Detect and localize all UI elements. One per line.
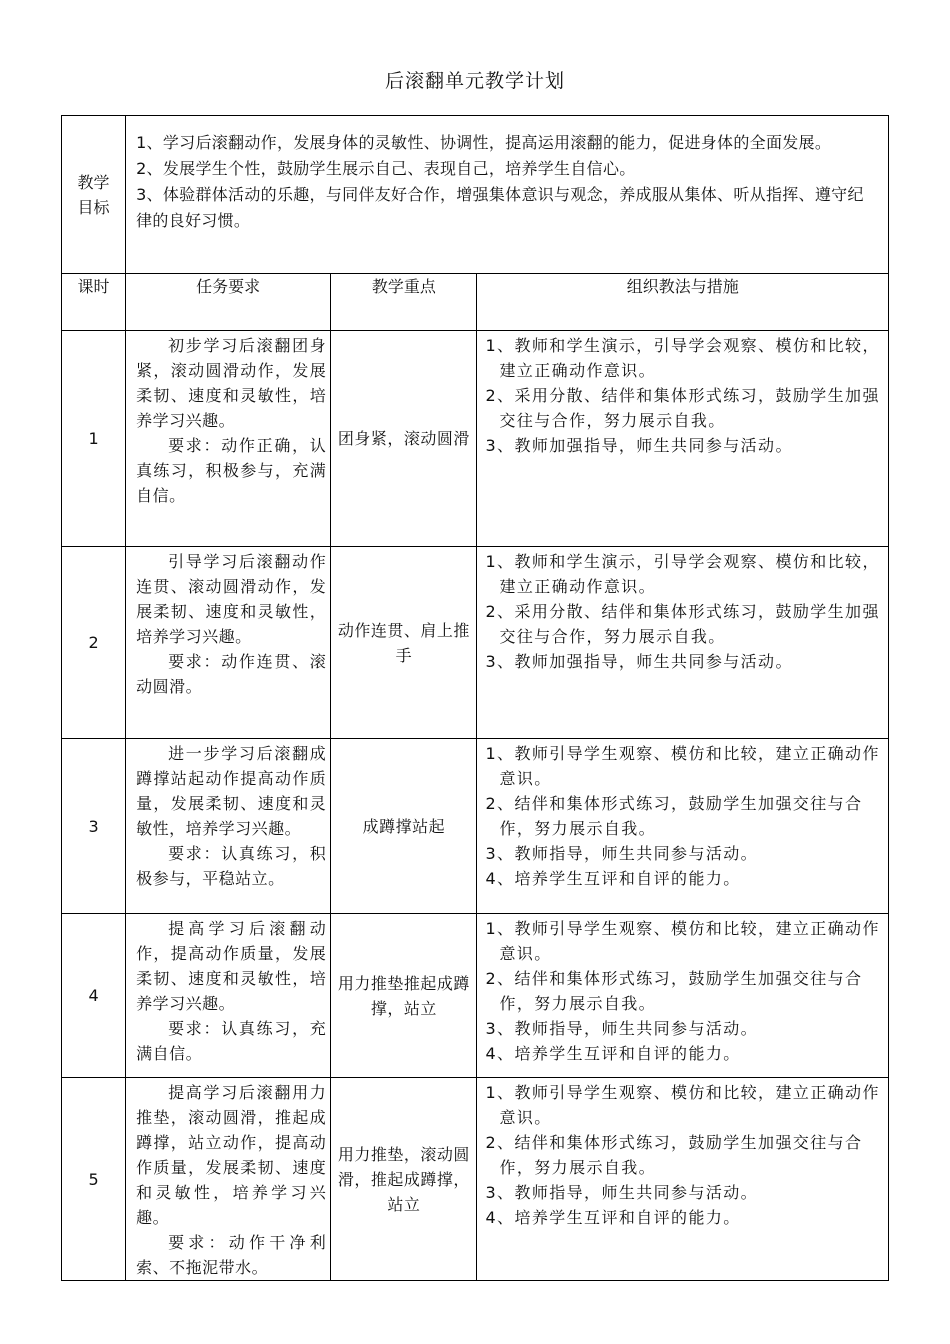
lesson-methods-cell xyxy=(477,1078,889,1281)
header-methods: 组织教法与措施 xyxy=(477,274,889,331)
method-item: 2、结伴和集体形式练习，鼓励学生加强交往与合作，努力展示自我。 xyxy=(485,969,863,1013)
lesson-focus: 用力推垫，滚动圆滑，推起成蹲撑，站立 xyxy=(331,1078,477,1281)
objective-item: 2、发展学生个性，鼓励学生展示自己、表现自己，培养学生自信心。 xyxy=(136,159,636,178)
method-item: 4、培养学生互评和自评的能力。 xyxy=(485,1208,741,1227)
lesson-period: 1 xyxy=(62,331,126,547)
method-item: 1、教师引导学生观察、模仿和比较，建立正确动作意识。 xyxy=(485,744,880,788)
method-item: 3、教师加强指导，师生共同参与活动。 xyxy=(485,436,793,455)
header-period: 课时 xyxy=(62,274,126,331)
method-item: 1、教师和学生演示，引导学会观察、模仿和比较，建立正确动作意识。 xyxy=(485,336,880,380)
method-item: 1、教师引导学生观察、模仿和比较，建立正确动作意识。 xyxy=(485,1083,880,1127)
lesson-row xyxy=(62,1078,889,1281)
lesson-task: 引导学习后滚翻动作连贯、滚动圆滑动作，发展柔韧、速度和灵敏性，培养学习兴趣。 xyxy=(136,552,327,646)
lesson-requirement: 要求：动作连贯、滚动圆滑。 xyxy=(136,652,327,696)
lesson-period: 4 xyxy=(62,914,126,1078)
method-item: 3、教师加强指导，师生共同参与活动。 xyxy=(485,652,793,671)
method-item: 3、教师指导，师生共同参与活动。 xyxy=(485,1019,759,1038)
lesson-row xyxy=(62,739,889,914)
lesson-task-cell xyxy=(126,547,331,739)
lesson-task-cell xyxy=(126,1078,331,1281)
lesson-row xyxy=(62,547,889,739)
lesson-focus: 成蹲撑站起 xyxy=(331,739,477,914)
lesson-methods-cell xyxy=(477,739,889,914)
header-row xyxy=(62,274,889,331)
lesson-requirement: 要求：动作干净利索、不拖泥带水。 xyxy=(136,1233,327,1277)
objectives-text-cell xyxy=(126,116,889,274)
lesson-task-cell xyxy=(126,739,331,914)
method-item: 1、教师和学生演示，引导学会观察、模仿和比较，建立正确动作意识。 xyxy=(485,552,880,596)
lesson-row xyxy=(62,331,889,547)
objectives-label: 教学目标 xyxy=(77,172,110,217)
lesson-task-cell xyxy=(126,331,331,547)
lesson-period: 2 xyxy=(62,547,126,739)
lesson-methods-cell xyxy=(477,331,889,547)
lesson-task: 进一步学习后滚翻成蹲撑站起动作提高动作质量，发展柔韧、速度和灵敏性，培养学习兴趣。 xyxy=(136,744,327,838)
header-focus: 教学重点 xyxy=(331,274,477,331)
header-task: 任务要求 xyxy=(126,274,331,331)
lesson-requirement: 要求：认真练习，充满自信。 xyxy=(136,1019,327,1063)
lesson-task: 提高学习后滚翻用力推垫，滚动圆滑，推起成蹲撑，站立动作，提高动作质量，发展柔韧、速度和灵敏性，培养学习兴趣。 xyxy=(136,1083,327,1227)
method-item: 3、教师指导，师生共同参与活动。 xyxy=(485,844,759,863)
lesson-task: 提高学习后滚翻动作，提高动作质量，发展柔韧、速度和灵敏性，培养学习兴趣。 xyxy=(136,919,327,1013)
method-item: 3、教师指导，师生共同参与活动。 xyxy=(485,1183,759,1202)
objectives-row xyxy=(62,116,889,274)
method-item: 2、采用分散、结伴和集体形式练习，鼓励学生加强交往与合作，努力展示自我。 xyxy=(485,602,880,646)
lesson-task: 初步学习后滚翻团身紧，滚动圆滑动作，发展柔韧、速度和灵敏性，培养学习兴趣。 xyxy=(136,336,327,430)
lesson-methods-cell xyxy=(477,914,889,1078)
lesson-task-cell xyxy=(126,914,331,1078)
method-item: 4、培养学生互评和自评的能力。 xyxy=(485,1044,741,1063)
lesson-requirement: 要求：动作正确，认真练习，积极参与，充满自信。 xyxy=(136,436,327,505)
lesson-focus: 动作连贯、肩上推手 xyxy=(331,547,477,739)
lesson-methods-cell xyxy=(477,547,889,739)
lesson-focus: 用力推垫推起成蹲撑，站立 xyxy=(331,914,477,1078)
lesson-period: 3 xyxy=(62,739,126,914)
lesson-row xyxy=(62,914,889,1078)
objective-item: 3、体验群体活动的乐趣，与同伴友好合作，增强集体意识与观念，养成服从集体、听从指挥、遵守纪律的良好习惯。 xyxy=(136,185,864,230)
objectives-label-cell xyxy=(62,116,126,274)
page-title: 后滚翻单元教学计划 xyxy=(384,70,565,92)
method-item: 1、教师引导学生观察、模仿和比较，建立正确动作意识。 xyxy=(485,919,880,963)
lesson-period: 5 xyxy=(62,1078,126,1281)
lesson-requirement: 要求：认真练习，积极参与，平稳站立。 xyxy=(136,844,327,888)
objective-item: 1、学习后滚翻动作，发展身体的灵敏性、协调性，提高运用滚翻的能力，促进身体的全面发展。 xyxy=(136,133,832,152)
method-item: 2、采用分散、结伴和集体形式练习，鼓励学生加强交往与合作，努力展示自我。 xyxy=(485,386,880,430)
method-item: 2、结伴和集体形式练习，鼓励学生加强交往与合作，努力展示自我。 xyxy=(485,794,863,838)
method-item: 2、结伴和集体形式练习，鼓励学生加强交往与合作，努力展示自我。 xyxy=(485,1133,863,1177)
method-item: 4、培养学生互评和自评的能力。 xyxy=(485,869,741,888)
lesson-plan-table xyxy=(61,115,889,1281)
lesson-focus: 团身紧，滚动圆滑 xyxy=(331,331,477,547)
